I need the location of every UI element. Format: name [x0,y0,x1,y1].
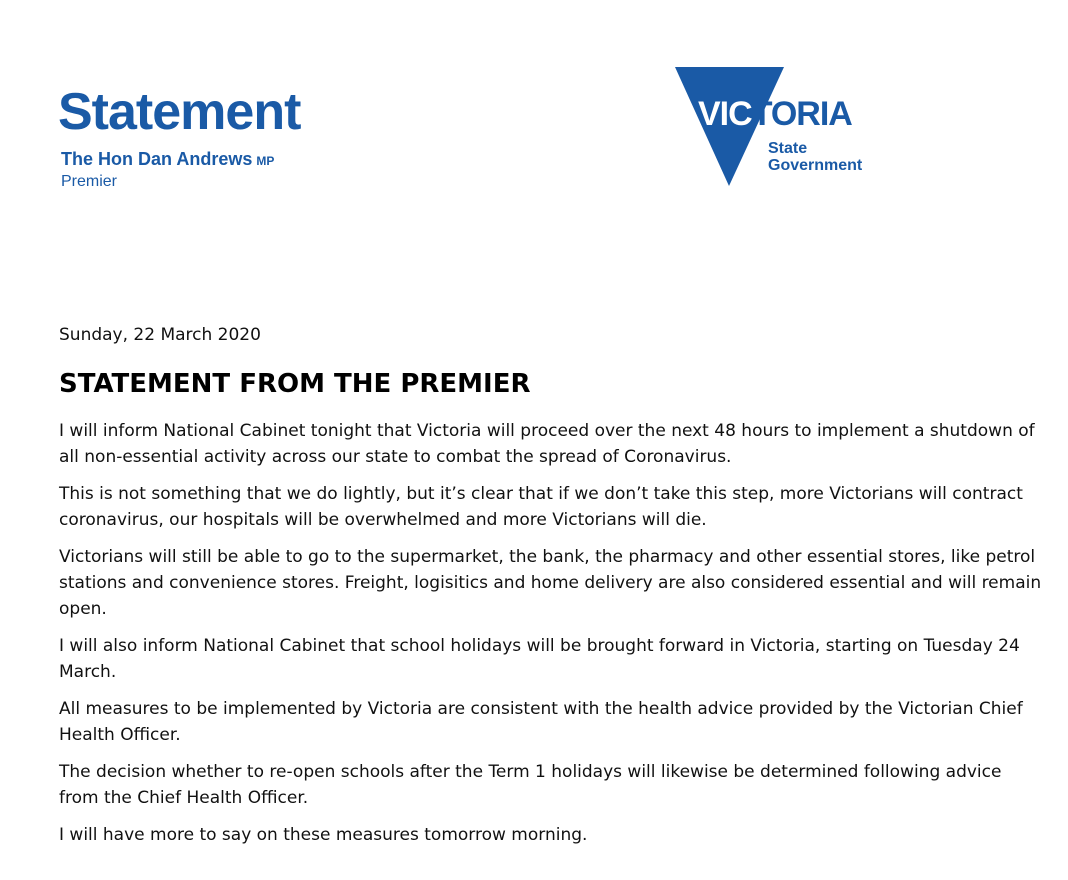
victoria-state-government-logo [674,66,894,188]
paragraph: This is not something that we do lightly, but it’s clear that if we don’t take this step, more Victorians will contract coronavirus, our hospitals will be overwhelmed and more Victorians will die. [59,484,1023,530]
minister-name: The Hon Dan Andrews [61,149,253,169]
paragraph: All measures to be implemented by Victoria are consistent with the health advice provided by the Victorian Chief Health Officer. [59,699,1023,745]
logo-line-2: Government [768,157,863,174]
logo-wordmark [698,95,852,133]
paragraph: I will have more to say on these measures tomorrow morning. [59,825,588,845]
minister-name-line [61,148,300,172]
logo-word-prefix: VIC [698,95,752,133]
minister-suffix: MP [256,154,275,168]
document-body [59,322,1049,859]
logo-word-suffix: TORIA [751,95,852,133]
paragraph: I will also inform National Cabinet that school holidays will be brought forward in Victoria, starting on Tuesday 24 March. [59,636,1020,682]
statement-heading: STATEMENT FROM THE PREMIER [59,369,531,399]
logo-subtitle [768,140,862,174]
logo-line-1: State [768,140,808,157]
statement-title: Statement [58,83,301,141]
minister-role: Premier [61,173,118,190]
paragraph: Victorians will still be able to go to the supermarket, the bank, the pharmacy and other essential stores, like petrol stations and convenience stores. Freight, logisitics and home delivery are also considered essential and will remain open. [59,547,1042,619]
paragraph: I will inform National Cabinet tonight that Victoria will proceed over the next 48 hours to implement a shutdown of all non-essential activity across our state to combat the spread of Coronavirus. [59,421,1035,467]
statement-date: Sunday, 22 March 2020 [59,325,261,345]
paragraph: The decision whether to re-open schools after the Term 1 holidays will likewise be determined following advice from the Chief Health Officer. [59,762,1002,808]
statement-header [58,84,300,192]
